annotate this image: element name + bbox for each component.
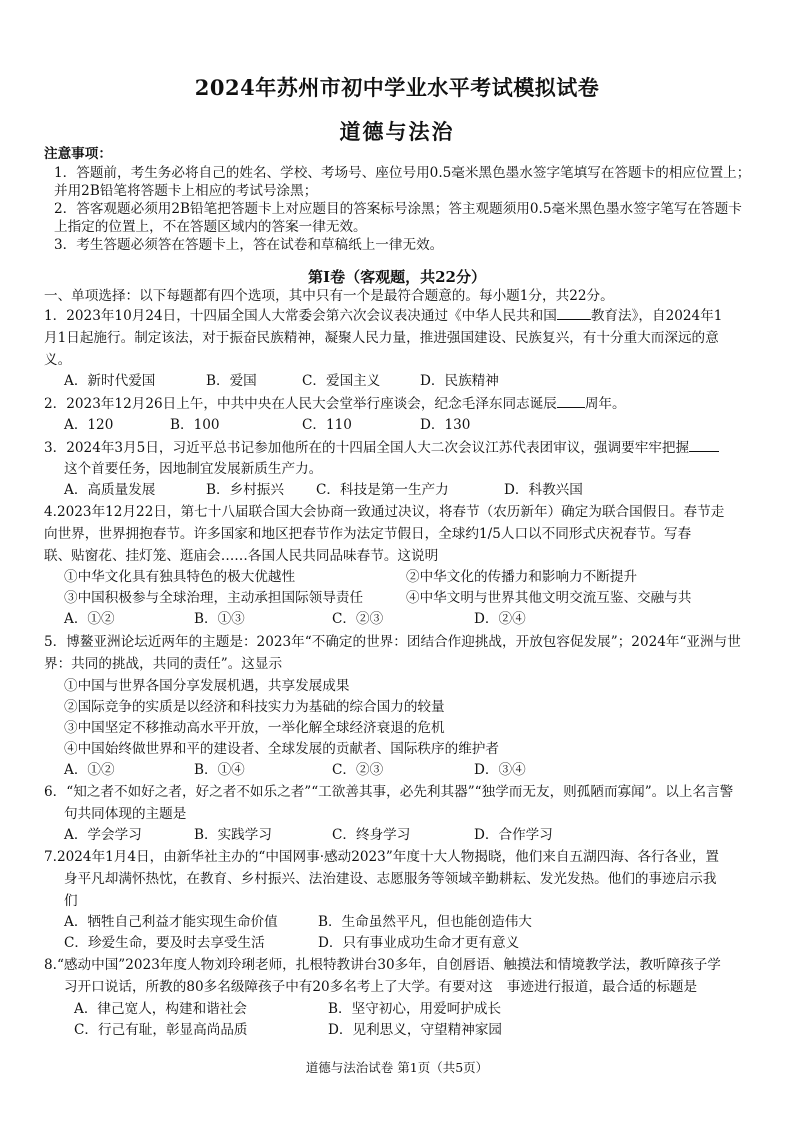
option-b: B．爱国 xyxy=(206,373,257,389)
option-b: B．100 xyxy=(170,417,220,433)
notice-heading: 注意事项： xyxy=(44,146,112,162)
question-5-line: 5．博鳌亚洲论坛近两年的主题是：2023年“不确定的世界：团结合作迎挑战，开放包容促发展”；2024年“亚洲与世 xyxy=(44,634,741,650)
option-a: A．高质量发展 xyxy=(64,482,156,498)
option-b: B．实践学习 xyxy=(194,827,272,843)
option-a: A．牺牲自己利益才能实现生命价值 xyxy=(64,914,278,930)
exam-title: 2024年苏州市初中学业水平考试模拟试卷 xyxy=(194,75,600,100)
question-1-text-a: 1．2023年10月24日，十四届全国人大常委会第六次会议表决通过《中华人民共和国 xyxy=(44,308,557,324)
option-c: C．爱国主义 xyxy=(302,373,381,389)
question-3-line xyxy=(44,439,766,457)
option-b: B．①④ xyxy=(194,762,245,778)
notice-line: 上指定的位置上，不在答题区域内的答案一律无效。 xyxy=(54,219,367,235)
notice-line: 并用2B铅笔将答题卡上相应的考试号涂黑； xyxy=(54,183,318,199)
option-d: D．②④ xyxy=(474,611,526,627)
page-footer: 道德与法治试卷 第1页（共5页） xyxy=(305,1060,489,1075)
question-5-statement: ③中国坚定不移推动高水平开放，一举化解全球经济衰退的危机 xyxy=(64,720,445,736)
option-c: C．②③ xyxy=(332,611,384,627)
question-5-statement: ②国际竞争的实质是以经济和科技实力为基础的综合国力的较量 xyxy=(64,699,445,715)
option-a: A．律己宽人，构建和谐社会 xyxy=(74,1001,247,1017)
option-c: C．终身学习 xyxy=(332,827,411,843)
question-1-text-b: 教育法》，自2024年1 xyxy=(590,308,723,324)
option-c: C．科技是第一生产力 xyxy=(316,482,449,498)
option-b: B．乡村振兴 xyxy=(206,482,284,498)
question-4-line: 4.2023年12月22日，第七十八届联合国大会协商一致通过决议，将春节（农历新年）确定为联合国假日。春节走 xyxy=(44,504,725,520)
option-c: C．110 xyxy=(302,417,352,433)
question-8-text-a: 习开口说话，所教的80多名级障孩子中有20多名考上了大学。有要对这 xyxy=(64,979,493,995)
question-8-text-b: 事迹进行报道，最合适的标题是 xyxy=(506,979,698,995)
notice-line: 2．答客观题必须用2B铅笔把答题卡上对应题目的答案标号涂黑；答主观题须用0.5毫米黑色墨水签字笔写在答题卡 xyxy=(54,201,742,217)
option-b: B．坚守初心，用爱呵护成长 xyxy=(328,1001,502,1017)
question-7-line: 7.2024年1月4日，由新华社主办的“中国网事·感动2023”年度十大人物揭晓，他们来自五湖四海、各行各业，置 xyxy=(44,849,720,865)
option-c: C．行己有耻，彰显高尚品质 xyxy=(74,1022,248,1038)
question-1-line: 月1日起施行。制定该法，对于振奋民族精神，凝聚人民力量，推进强国建设、民族复兴，有十分重大而深远的意 xyxy=(44,330,719,346)
question-5-statement: ④中国始终做世界和平的建设者、全球发展的贡献者、国际秩序的维护者 xyxy=(64,741,499,757)
subject-title: 道德与法治 xyxy=(339,119,455,144)
question-1-line xyxy=(44,307,766,325)
question-1-line: 义。 xyxy=(44,352,72,368)
question-4-line: 向世界，世界拥抱春节。许多国家和地区把春节作为法定节假日，全球约1/5人口以不同形式庆祝春节。写春 xyxy=(44,526,692,542)
option-a: A．120 xyxy=(64,417,114,433)
notice-line: 3．考生答题必须答在答题卡上，答在试卷和草稿纸上一律无效。 xyxy=(54,237,444,253)
answer-blank xyxy=(557,307,591,320)
option-a: A．①② xyxy=(64,611,115,627)
option-d: D．民族精神 xyxy=(420,373,499,389)
question-7-line: 身平凡却满怀热忱，在教育、乡村振兴、法治建设、志愿服务等领域辛勤耕耘、发光发热。他们的事迹启示我 xyxy=(64,871,717,887)
question-8-line xyxy=(64,979,786,996)
option-d: D．见利思义，守望精神家园 xyxy=(328,1022,503,1038)
option-c: C．珍爱生命，要及时去享受生活 xyxy=(64,935,265,951)
option-d: D．130 xyxy=(420,417,471,433)
notice-line: 1．答题前，考生务必将自己的姓名、学校、考场号、座位号用0.5毫米黑色墨水签字笔填写在答题卡的相应位置上； xyxy=(54,165,751,181)
section-title: 第Ⅰ卷（客观题，共22分） xyxy=(308,268,486,286)
answer-blank xyxy=(689,439,719,452)
question-7-line: 们 xyxy=(64,893,78,909)
statement-1: ①中华文化具有独具特色的极大优越性 xyxy=(64,569,296,585)
question-5-line: 界：共同的挑战，共同的责任”。这显示 xyxy=(44,656,283,672)
statement-2: ②中华文化的传播力和影响力不断提升 xyxy=(406,569,638,585)
section-instruction: 一、单项选择：以下每题都有四个选项，其中只有一个是最符合题意的。每小题1分，共22分。 xyxy=(44,288,614,304)
option-d: D．③④ xyxy=(474,762,526,778)
option-a: A．①② xyxy=(64,762,115,778)
question-2-text-a: 2．2023年12月26日上午，中共中央在人民大会堂举行座谈会，纪念毛泽东同志诞辰 xyxy=(44,396,557,412)
option-a: A．学会学习 xyxy=(64,827,142,843)
question-6-line: 句共同体现的主题是 xyxy=(64,806,187,822)
option-d: D．合作学习 xyxy=(474,827,553,843)
question-3-line: 这个首要任务，因地制宜发展新质生产力。 xyxy=(64,461,323,477)
question-2-text-b: 周年。 xyxy=(584,396,626,412)
option-c: C．②③ xyxy=(332,762,384,778)
option-d: D．只有事业成功生命才更有意义 xyxy=(318,935,520,951)
option-d: D．科教兴国 xyxy=(504,482,583,498)
option-a: A．新时代爱国 xyxy=(64,373,156,389)
question-8-line: 8.“感动中国”2023年度人物刘玲琍老师，扎根特教讲台30多年，自创唇语、触摸法和情境教学法，教听障孩子学 xyxy=(44,957,721,973)
question-3-text: 3．2024年3月5日，习近平总书记参加他所在的十四届全国人大二次会议江苏代表团审议，强调要牢牢把握 xyxy=(44,440,690,456)
statement-3: ③中国积极参与全球治理，主动承担国际领导责任 xyxy=(64,590,364,606)
statement-4: ④中华文明与世界其他文明交流互鉴、交融与共 xyxy=(406,590,692,606)
option-b: B．①③ xyxy=(194,611,245,627)
question-4-line: 联、贴窗花、挂灯笼、逛庙会……各国人民共同品味春节。这说明 xyxy=(44,548,439,564)
option-b: B．生命虽然平凡，但也能创造伟大 xyxy=(318,914,532,930)
question-6-line: 6．“知之者不如好之者，好之者不如乐之者”“工欲善其事，必先利其器”“独学而无友，则孤陋而寡闻”。以上名言警 xyxy=(44,784,734,800)
answer-blank xyxy=(557,395,585,408)
question-5-statement: ①中国与世界各国分享发展机遇，共享发展成果 xyxy=(64,678,350,694)
question-2-line xyxy=(44,395,766,413)
